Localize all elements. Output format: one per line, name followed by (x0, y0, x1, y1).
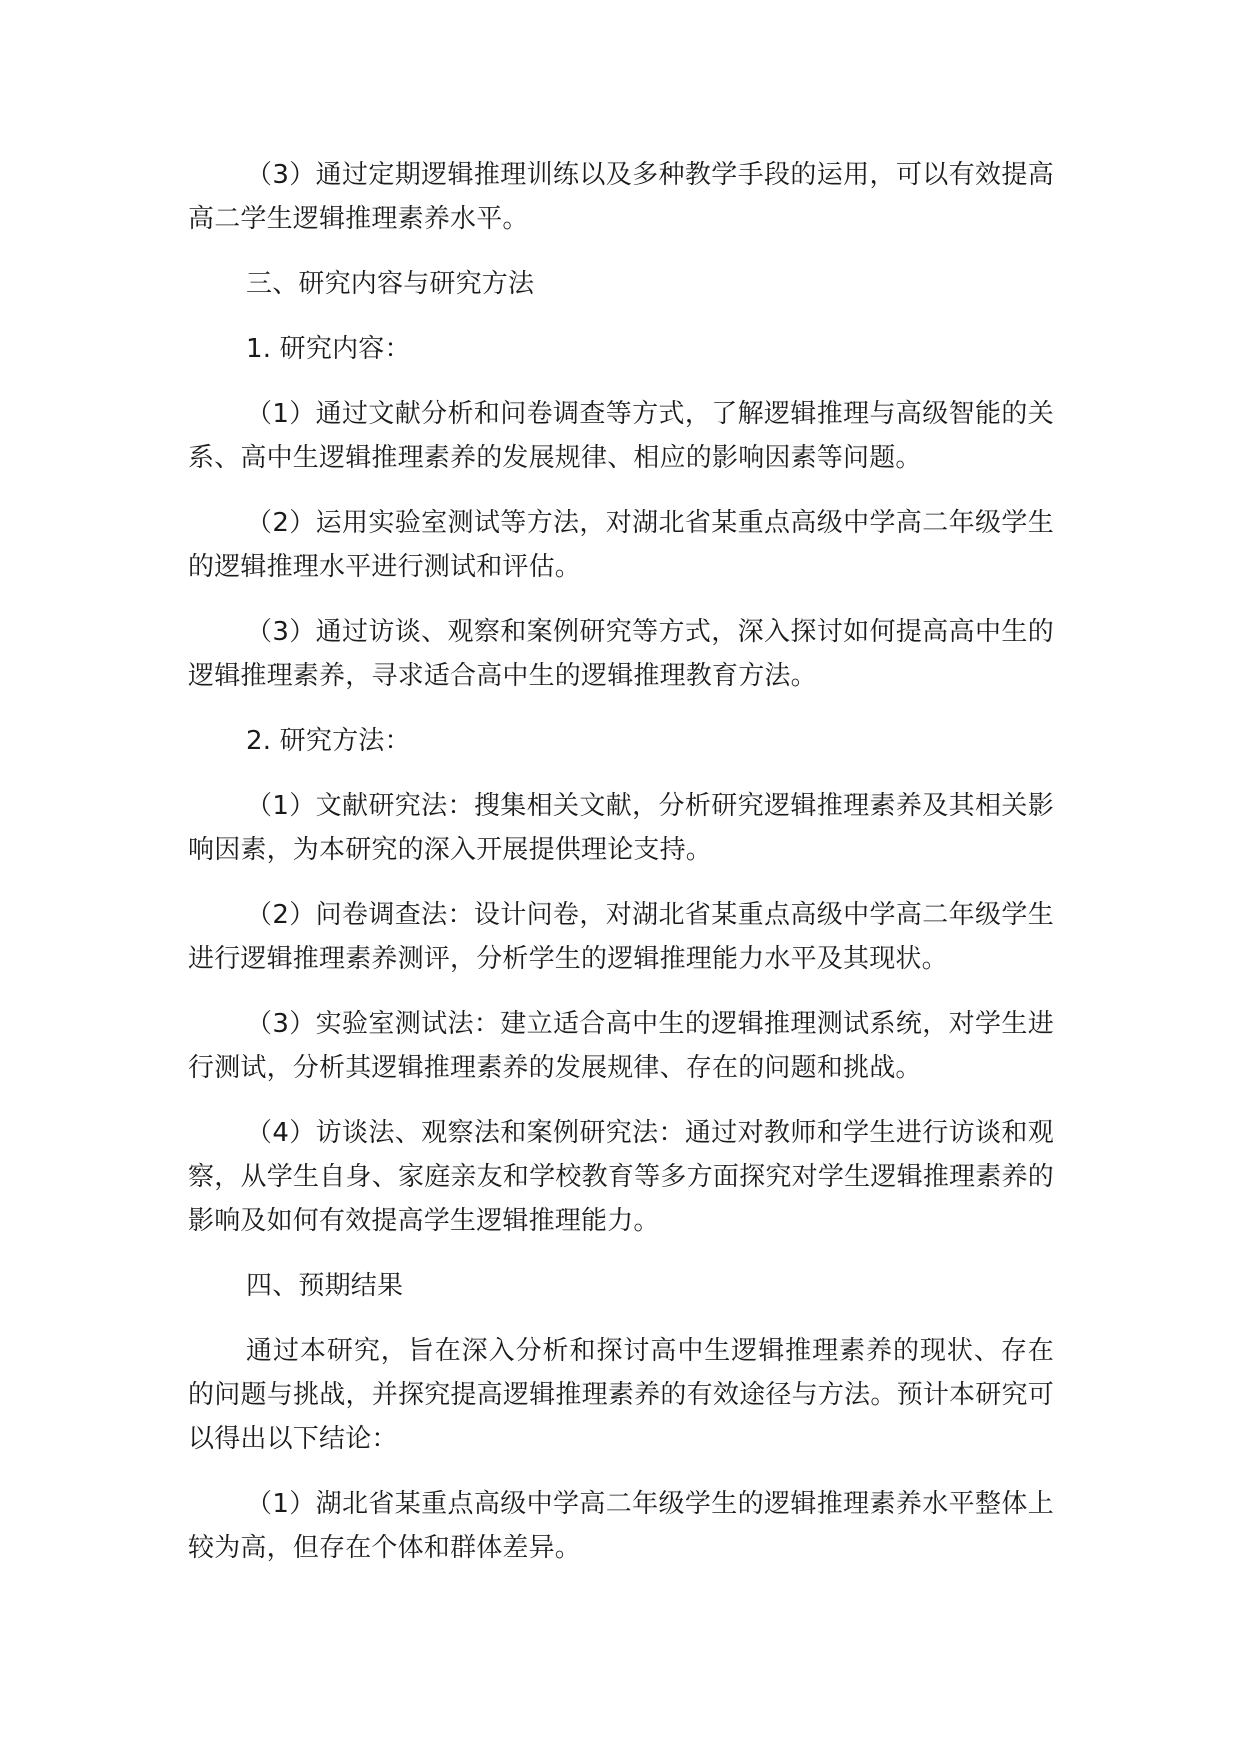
paragraph-conclusion-3: （3）通过定期逻辑推理训练以及多种教学手段的运用，可以有效提高高二学生逻辑推理素养水平。 (188, 160, 1054, 234)
paragraph-content-1: （1）通过文献分析和问卷调查等方式，了解逻辑推理与高级智能的关系、高中生逻辑推理素养的发展规律、相应的影响因素等问题。 (188, 399, 1054, 473)
document-body (188, 153, 1054, 1591)
paragraph-expected-result-1: （1）湖北省某重点高级中学高二年级学生的逻辑推理素养水平整体上较为高，但存在个体和群体差异。 (188, 1489, 1054, 1563)
subheading-research-methods: 2. 研究方法： (246, 726, 411, 756)
paragraph-method-3: （3）实验室测试法：建立适合高中生的逻辑推理测试系统，对学生进行测试，分析其逻辑推理素养的发展规律、存在的问题和挑战。 (188, 1009, 1054, 1083)
paragraph-expected-results-intro: 通过本研究，旨在深入分析和探讨高中生逻辑推理素养的现状、存在的问题与挑战，并探究提高逻辑推理素养的有效途径与方法。预计本研究可以得出以下结论： (188, 1336, 1054, 1454)
paragraph-method-1: （1）文献研究法：搜集相关文献，分析研究逻辑推理素养及其相关影响因素，为本研究的深入开展提供理论支持。 (188, 791, 1054, 865)
paragraph-content-3: （3）通过访谈、观察和案例研究等方式，深入探讨如何提高高中生的逻辑推理素养，寻求适合高中生的逻辑推理教育方法。 (188, 617, 1054, 691)
paragraph-method-2: （2）问卷调查法：设计问卷，对湖北省某重点高级中学高二年级学生进行逻辑推理素养测评，分析学生的逻辑推理能力水平及其现状。 (188, 900, 1054, 974)
paragraph-content-2: （2）运用实验室测试等方法，对湖北省某重点高级中学高二年级学生的逻辑推理水平进行测试和评估。 (188, 508, 1054, 582)
subheading-research-content: 1. 研究内容： (246, 334, 411, 364)
section-heading-expected-results: 四、预期结果 (246, 1271, 404, 1301)
paragraph-method-4: （4）访谈法、观察法和案例研究法：通过对教师和学生进行访谈和观察，从学生自身、家庭亲友和学校教育等多方面探究对学生逻辑推理素养的影响及如何有效提高学生逻辑推理能力。 (188, 1118, 1054, 1236)
section-heading-research-content-and-methods: 三、研究内容与研究方法 (246, 269, 535, 299)
